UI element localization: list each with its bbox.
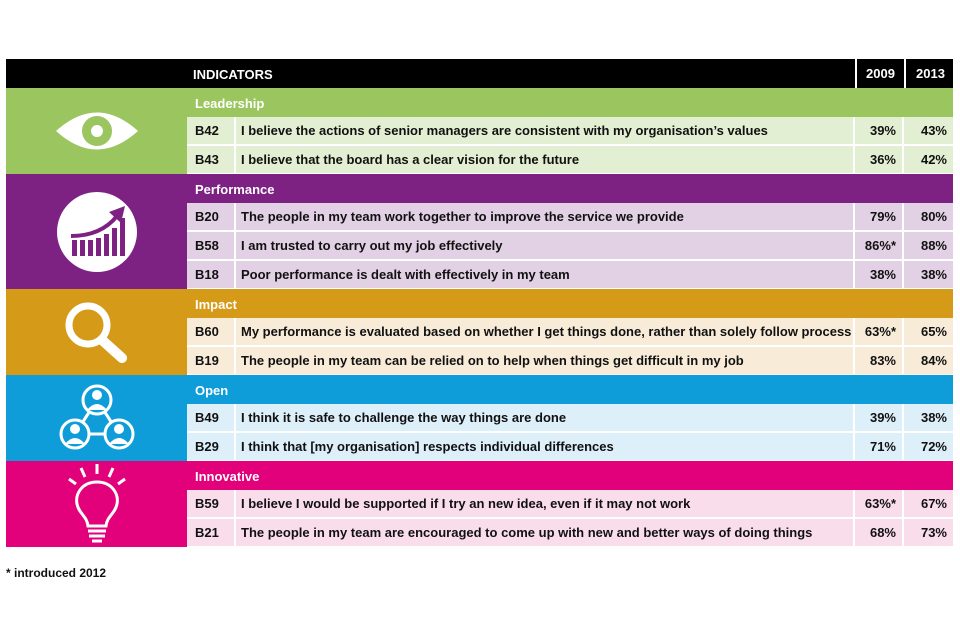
column-divider — [853, 117, 855, 144]
value-2013: 88% — [920, 238, 947, 253]
indicator-code: B59 — [195, 496, 219, 511]
value-2009: 63%* — [864, 324, 896, 339]
value-2009: 39% — [869, 410, 896, 425]
column-divider — [902, 318, 904, 345]
indicator-code: B42 — [195, 123, 219, 138]
table-row — [187, 261, 953, 288]
value-2009: 63%* — [864, 496, 896, 511]
column-divider — [902, 261, 904, 288]
section-leadership — [6, 88, 953, 174]
column-divider — [853, 146, 855, 173]
column-divider — [853, 261, 855, 288]
column-divider — [234, 490, 236, 517]
indicator-text: I believe I would be supported if I try an new idea, even if it may not work — [241, 496, 691, 511]
section-title-bar — [187, 88, 953, 117]
table-header — [6, 59, 953, 88]
value-2009: 83% — [869, 353, 896, 368]
value-2013: 80% — [920, 209, 947, 224]
column-divider — [234, 117, 236, 144]
section-title: Performance — [195, 182, 275, 197]
indicator-text: I think it is safe to challenge the way things are done — [241, 410, 567, 425]
section-title-bar — [187, 289, 953, 318]
section-title: Leadership — [195, 96, 265, 111]
column-divider — [902, 490, 904, 517]
section-open — [6, 375, 953, 461]
table-row — [187, 318, 953, 345]
indicator-text: The people in my team are encouraged to come up with new and better ways of doing things — [241, 525, 813, 540]
header-year-2009: 2009 — [855, 59, 904, 88]
column-divider — [234, 519, 236, 546]
value-2013: 38% — [920, 267, 947, 282]
column-divider — [853, 232, 855, 259]
indicator-text: I believe that the board has a clear vision for the future — [241, 152, 580, 167]
table-row — [187, 146, 953, 173]
value-2013: 65% — [920, 324, 947, 339]
value-2009: 36% — [869, 152, 896, 167]
section-title: Open — [195, 383, 229, 398]
value-2013: 67% — [920, 496, 947, 511]
table-row — [187, 490, 953, 517]
column-divider — [902, 146, 904, 173]
column-divider — [902, 203, 904, 230]
indicator-code: B43 — [195, 152, 219, 167]
value-2009: 79% — [869, 209, 896, 224]
value-2009: 38% — [869, 267, 896, 282]
value-2009: 39% — [869, 123, 896, 138]
indicator-code: B58 — [195, 238, 219, 253]
section-title-bar — [187, 461, 953, 490]
table-row — [187, 117, 953, 144]
column-divider — [853, 519, 855, 546]
column-divider — [853, 433, 855, 460]
value-2013: 42% — [920, 152, 947, 167]
indicator-text: I think that [my organisation] respects individual differences — [241, 439, 614, 454]
section-icon-panel — [6, 174, 187, 289]
value-2009: 68% — [869, 525, 896, 540]
column-divider — [902, 433, 904, 460]
column-divider — [853, 203, 855, 230]
table-row — [187, 203, 953, 230]
indicator-code: B60 — [195, 324, 219, 339]
footnote: * introduced 2012 — [6, 566, 107, 580]
value-2013: 43% — [920, 123, 947, 138]
table-row — [187, 404, 953, 431]
column-divider — [234, 232, 236, 259]
table-row — [187, 433, 953, 460]
indicator-text: My performance is evaluated based on whether I get things done, rather than solely follow process — [241, 324, 852, 339]
value-2009: 71% — [869, 439, 896, 454]
table-row — [187, 519, 953, 546]
indicator-code: B19 — [195, 353, 219, 368]
indicator-text: Poor performance is dealt with effectively in my team — [241, 267, 570, 282]
indicator-text: I believe the actions of senior managers are consistent with my organisation’s values — [241, 123, 768, 138]
column-divider — [234, 433, 236, 460]
column-divider — [234, 318, 236, 345]
section-impact — [6, 289, 953, 375]
indicator-code: B21 — [195, 525, 219, 540]
column-divider — [902, 117, 904, 144]
table-row — [187, 347, 953, 374]
section-performance — [6, 174, 953, 289]
indicator-text: The people in my team can be relied on to help when things get difficult in my job — [241, 353, 744, 368]
section-icon-panel — [6, 375, 187, 461]
value-2013: 84% — [920, 353, 947, 368]
indicator-text: The people in my team work together to improve the service we provide — [241, 209, 684, 224]
section-icon-panel — [6, 461, 187, 547]
value-2013: 73% — [920, 525, 947, 540]
column-divider — [853, 490, 855, 517]
value-2013: 72% — [920, 439, 947, 454]
column-divider — [234, 347, 236, 374]
indicator-text: I am trusted to carry out my job effectively — [241, 238, 503, 253]
indicator-code: B49 — [195, 410, 219, 425]
column-divider — [234, 146, 236, 173]
section-icon-panel — [6, 289, 187, 375]
section-innovative — [6, 461, 953, 547]
column-divider — [902, 232, 904, 259]
section-title-bar — [187, 174, 953, 203]
column-divider — [234, 404, 236, 431]
header-indicators: INDICATORS — [193, 67, 273, 82]
header-year-2013: 2013 — [904, 59, 955, 88]
column-divider — [234, 261, 236, 288]
section-icon-panel — [6, 88, 187, 174]
column-divider — [902, 347, 904, 374]
table-row — [187, 232, 953, 259]
indicators-table — [6, 59, 953, 547]
column-divider — [902, 519, 904, 546]
value-2009: 86%* — [864, 238, 896, 253]
column-divider — [853, 404, 855, 431]
section-title: Innovative — [195, 469, 260, 484]
column-divider — [853, 347, 855, 374]
indicator-code: B20 — [195, 209, 219, 224]
value-2013: 38% — [920, 410, 947, 425]
column-divider — [853, 318, 855, 345]
column-divider — [234, 203, 236, 230]
column-divider — [902, 404, 904, 431]
indicator-code: B18 — [195, 267, 219, 282]
section-title: Impact — [195, 297, 237, 312]
section-title-bar — [187, 375, 953, 404]
indicator-code: B29 — [195, 439, 219, 454]
